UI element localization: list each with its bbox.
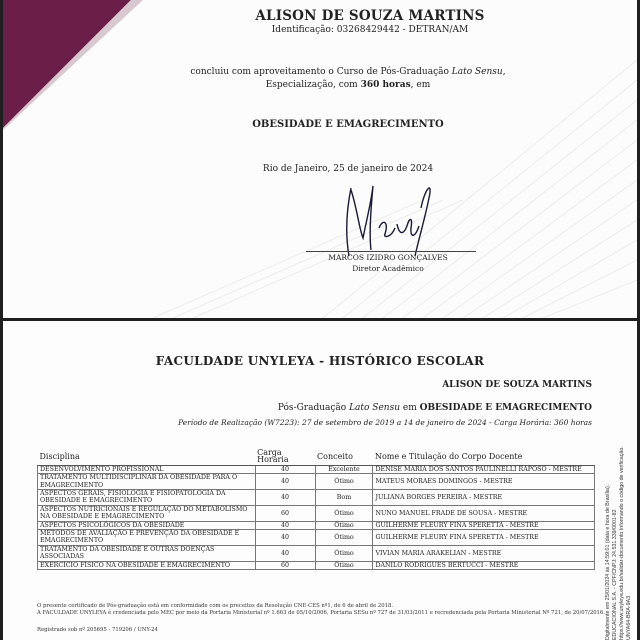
faculty-cell: DANILO RODRIGUES BERTUCCI - MESTRE bbox=[373, 561, 595, 569]
grade-cell: Ótimo bbox=[315, 521, 373, 529]
footer-resolution: O presente certificado de Pós-graduação está em conformidade com os preceitos da Resolução CNE-CES nº1, de 6 de abril de 2018. bbox=[37, 603, 394, 609]
handwritten-signature bbox=[333, 178, 443, 258]
table-row bbox=[38, 545, 595, 561]
course-name: OBESIDADE E EMAGRECIMENTO bbox=[252, 119, 444, 130]
table-header-row bbox=[38, 449, 595, 465]
table-row bbox=[38, 505, 595, 521]
table-row bbox=[38, 465, 595, 473]
grade-cell: Excelente bbox=[315, 465, 373, 473]
program-name: Pós-Graduação Lato Sensu em OBESIDADE E EMAGRECIMENTO bbox=[277, 403, 592, 413]
discipline-cell: ASPECTOS NUTRICIONAIS E REGULAÇÃO DO METABOLISMO NA OBESIDADE E EMAGRECIMENTO bbox=[38, 505, 256, 521]
side-text-line2: EDUCACIONAL S.A. - CPF/CNPJ: 24.531.339/0001-82 bbox=[612, 509, 618, 640]
table-row bbox=[38, 530, 595, 546]
student-name: ALISON DE SOUZA MARTINS bbox=[255, 8, 485, 24]
discipline-cell: ASPECTOS PSICOLÓGICOS DA OBESIDADE bbox=[38, 521, 256, 529]
faculty-cell: MATEUS MORAES DOMINGOS - MESTRE bbox=[373, 474, 595, 490]
column-hours: Carga Horária bbox=[255, 449, 315, 465]
grade-cell: Ótimo bbox=[315, 545, 373, 561]
column-faculty: Nome e Titulação do Corpo Docente bbox=[373, 449, 595, 465]
table-row bbox=[38, 474, 595, 490]
discipline-cell: DESENVOLVIMENTO PROFISSIONAL bbox=[38, 465, 256, 473]
grade-cell: Ótimo bbox=[315, 474, 373, 490]
hours-cell: 40 bbox=[255, 545, 315, 561]
column-discipline: Disciplina bbox=[38, 449, 256, 465]
hours-cell: 60 bbox=[255, 505, 315, 521]
transcript-table bbox=[37, 449, 595, 570]
grade-cell: Ótimo bbox=[315, 530, 373, 546]
table-row bbox=[38, 521, 595, 529]
certificate-page bbox=[3, 0, 637, 318]
faculty-cell: NUNO MANUEL FRADE DE SOUSA - MESTRE bbox=[373, 505, 595, 521]
city-date: Rio de Janeiro, 25 de janeiro de 2024 bbox=[262, 164, 434, 174]
discipline-cell: TRATAMENTO MULTIDISCIPLINAR DA OBESIDADE PARA O EMAGRECIMENTO bbox=[38, 474, 256, 490]
faculty-cell: GUILHERME FLEURY FINA SPERETTA - MESTRE bbox=[373, 521, 595, 529]
legal-footer bbox=[37, 603, 605, 616]
grade-cell: Ótimo bbox=[315, 561, 373, 569]
discipline-cell: ASPECTOS GERAIS, FISIOLOGIA E FISIOPATOLOGIA DA OBESIDADE E EMAGRECIMENTO bbox=[38, 490, 256, 506]
signer-name: MARCOS IZIDRO GONÇALVES bbox=[328, 253, 448, 262]
table-row bbox=[38, 561, 595, 569]
discipline-cell: MÉTODOS DE AVALIAÇÃO E PREVENÇÃO DA OBESIDADE E EMAGRECIMENTO bbox=[38, 530, 256, 546]
hours-cell: 40 bbox=[255, 521, 315, 529]
column-grade: Conceito bbox=[315, 449, 373, 465]
transcript-title: FACULDADE UNYLEYA - HISTÓRICO ESCOLAR bbox=[155, 354, 485, 368]
table-row bbox=[38, 490, 595, 506]
registration-number: Registrado sob nº 205695 - 719206 / UNY-24 bbox=[37, 627, 158, 633]
digital-signature-side-text bbox=[599, 441, 637, 640]
discipline-cell: EXERCÍCIO FÍSICO NA OBESIDADE E EMAGRECIMENTO bbox=[38, 561, 256, 569]
hours-cell: 40 bbox=[255, 474, 315, 490]
side-text-line3: https://www.unyleya.edu.br/validar-documento Informando o código de verificação. bbox=[619, 446, 625, 640]
hours-cell: 60 bbox=[255, 561, 315, 569]
signer-role: Diretor Acadêmico bbox=[352, 264, 424, 273]
transcript-student-name: ALISON DE SOUZA MARTINS bbox=[442, 380, 592, 390]
signature-line bbox=[306, 251, 476, 252]
faculty-cell: VIVIAN MARIA ARAKELIAN - MESTRE bbox=[373, 545, 595, 561]
transcript-page bbox=[3, 321, 637, 640]
side-text-line1: Digitalmente em 25/01/2024 às 14:59:01 (data e hora de Brasília). bbox=[605, 484, 611, 640]
faculty-cell: JULIANA BORGES PEREIRA - MESTRE bbox=[373, 490, 595, 506]
footer-accreditation: A FACULDADE UNYLEYA é credenciada pelo MEC por meio da Portaria Ministerial nº 1.663 de 05/10/2006, Portaria SESu nº 727 de 31/03/2011 e recredenciada pela Portaria Ministerial Nº 721, de 20/07/2016. bbox=[37, 609, 605, 616]
grade-cell: Bom bbox=[315, 490, 373, 506]
hours-cell: 40 bbox=[255, 530, 315, 546]
discipline-cell: TRATAMENTO DA OBESIDADE E OUTRAS DOENÇAS ASSOCIADAS bbox=[38, 545, 256, 561]
side-verification-code: UNYA64-BRA-9A3 bbox=[626, 595, 632, 640]
completion-statement: concluiu com aproveitamento o Curso de Pós-Graduação Lato Sensu, Especialização, com 360 horas, em bbox=[190, 67, 506, 90]
student-identification: Identificação: 03268429442 - DETRAN/AM bbox=[271, 25, 469, 35]
period-info: Período de Realização (W7223): 27 de setembro de 2019 a 14 de janeiro de 2024 - Carga Horária: 360 horas bbox=[178, 418, 592, 427]
faculty-cell: DENISE MARIA DOS SANTOS PAULINELLI RAPOSO - MESTRE bbox=[373, 465, 595, 473]
hours-cell: 40 bbox=[255, 465, 315, 473]
faculty-cell: GUILHERME FLEURY FINA SPERETTA - MESTRE bbox=[373, 530, 595, 546]
hours-cell: 40 bbox=[255, 490, 315, 506]
grade-cell: Ótimo bbox=[315, 505, 373, 521]
